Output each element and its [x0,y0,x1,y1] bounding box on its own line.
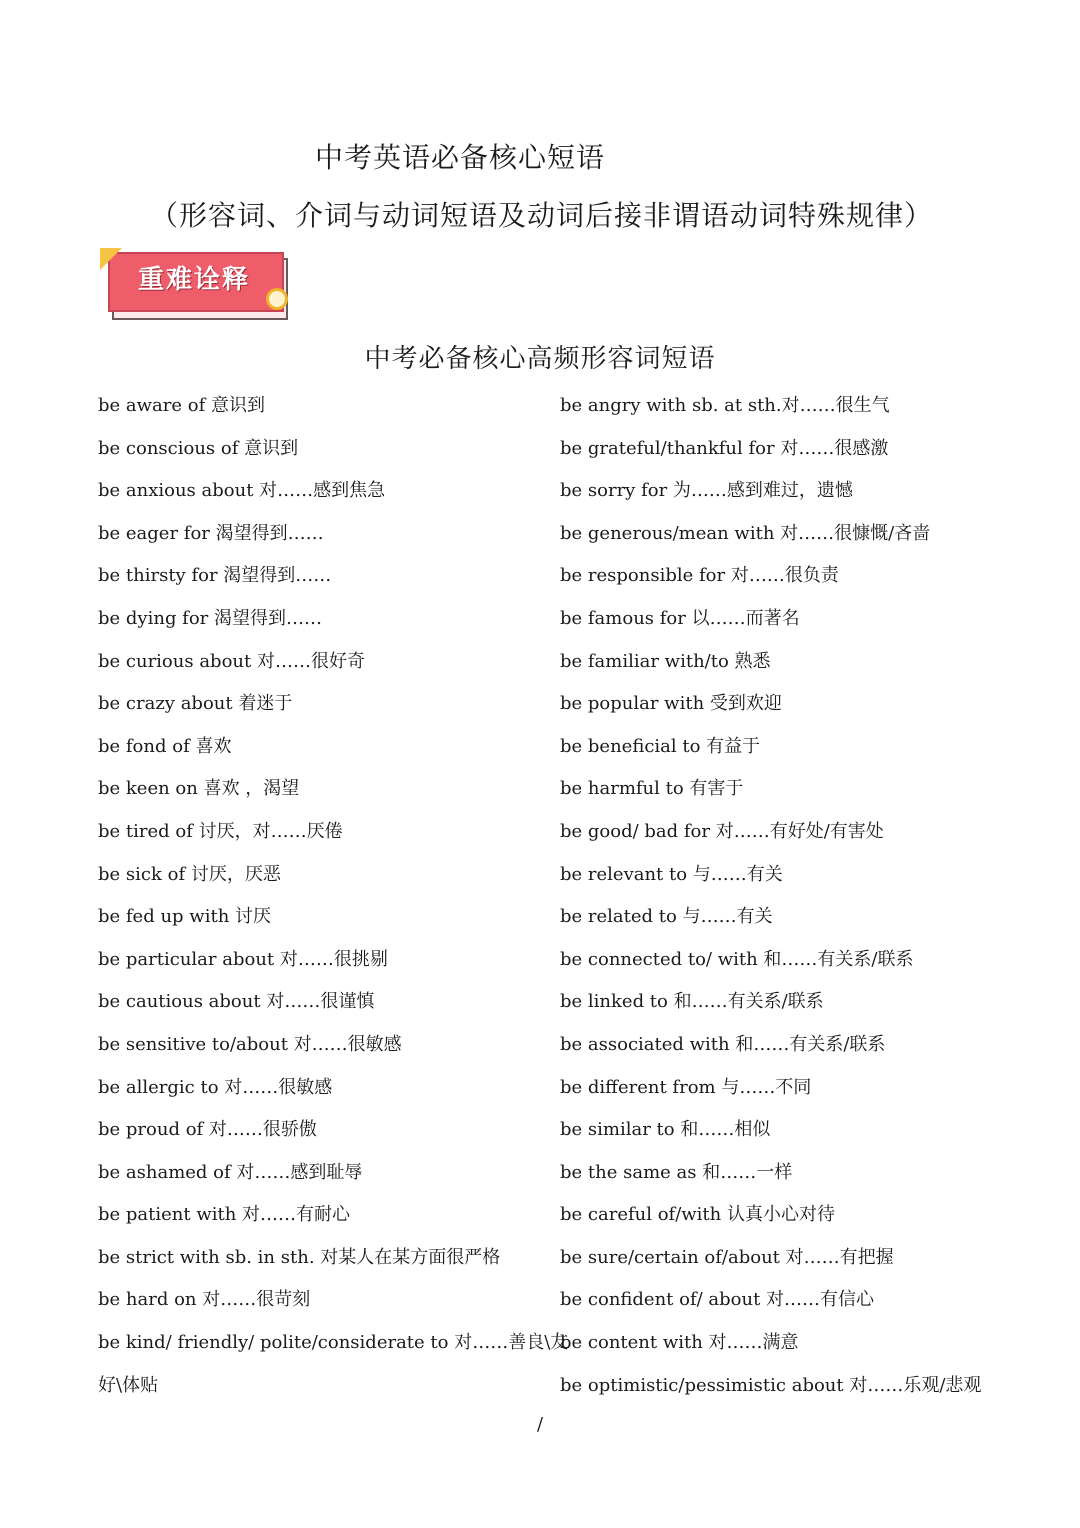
phrase-item: be particular about 对……很挑剔 [98,948,388,970]
phrase-item: be fed up with 讨厌 [98,906,272,928]
document-title: 中考英语必备核心短语 [314,141,605,174]
right-phrase-column [560,385,980,1407]
phrase-item: be strict with sb. in sth. 对某人在某方面很严格 [98,1246,501,1268]
phrase-item: be dying for 渴望得到…… [98,607,323,629]
phrase-item: 好\体贴 [98,1374,159,1396]
phrase-item: be familiar with/to 熟悉 [560,650,771,672]
phrase-item: be the same as 和……一样 [560,1161,793,1183]
phrase-item: be sorry for 为……感到难过，遗憾 [560,480,853,502]
phrase-item: be sensitive to/about 对……很敏感 [98,1033,402,1055]
document-subtitle: （形容词、介词与动词短语及动词后接非谓语动词特殊规律） [150,199,934,232]
phrase-item: be cautious about 对……很谨慎 [98,991,375,1013]
page-number: / [536,1414,544,1435]
phrase-item: be linked to 和……有关系/联系 [560,991,824,1013]
phrase-item: be sick of 讨厌，厌恶 [98,863,281,885]
ring-icon [266,288,288,310]
phrase-item: be similar to 和……相似 [560,1119,771,1141]
phrase-item: be associated with 和……有关系/联系 [560,1033,886,1055]
left-phrase-column [98,385,569,1407]
phrase-item: be proud of 对……很骄傲 [98,1119,317,1141]
phrase-item: be thirsty for 渴望得到…… [98,565,332,587]
badge-label: 重难诠释 [137,265,250,295]
phrase-item: be fond of 喜欢 [98,735,232,757]
phrase-item: be popular with 受到欢迎 [560,693,782,715]
phrase-item: be anxious about 对……感到焦急 [98,480,386,502]
phrase-item: be tired of 讨厌，对……厌倦 [98,820,343,842]
phrase-item: be ashamed of 对……感到耻辱 [98,1161,363,1183]
phrase-item: be optimistic/pessimistic about 对……乐观/悲观 [560,1374,982,1396]
phrase-item: be confident of/ about 对……有信心 [560,1289,875,1311]
phrase-item: be connected to/ with 和……有关系/联系 [560,948,914,970]
phrase-item: be allergic to 对……很敏感 [98,1076,333,1098]
phrase-item: be related to 与……有关 [560,906,773,928]
phrase-item: be famous for 以……而著名 [560,607,800,629]
phrase-item: be sure/certain of/about 对……有把握 [560,1246,894,1268]
phrase-item: be hard on 对……很苛刻 [98,1289,311,1311]
phrase-item: be careful of/with 认真小心对待 [560,1204,835,1226]
phrase-item: be content with 对……满意 [560,1332,799,1354]
phrase-item: be eager for 渴望得到…… [98,522,324,544]
phrase-item: be keen on 喜欢 ，渴望 [98,778,300,800]
phrase-item: be harmful to 有害于 [560,778,744,800]
phrase-item: be responsible for 对……很负责 [560,565,839,587]
phrase-item: be relevant to 与……有关 [560,863,783,885]
phrase-item: be conscious of 意识到 [98,437,299,459]
section-title: 中考必备核心高频形容词短语 [364,344,716,374]
phrase-item: be beneficial to 有益于 [560,735,761,757]
phrase-item: be generous/mean with 对……很慷慨/吝啬 [560,522,931,544]
phrase-item: be angry with sb. at sth.对……很生气 [560,395,890,416]
phrase-item: be kind/ friendly/ polite/considerate to 对……善良\友 [98,1332,569,1354]
section-badge [100,248,290,322]
phrase-item: be patient with 对……有耐心 [98,1204,351,1226]
phrase-item: be aware of 意识到 [98,395,265,416]
corner-flag-icon [100,248,122,270]
phrase-item: be crazy about 着迷于 [98,693,293,715]
phrase-item: be good/ bad for 对……有好处/有害处 [560,820,884,842]
phrase-item: be grateful/thankful for 对……很感激 [560,437,889,459]
phrase-item: be different from 与……不同 [560,1076,812,1098]
phrase-item: be curious about 对……很好奇 [98,650,365,672]
